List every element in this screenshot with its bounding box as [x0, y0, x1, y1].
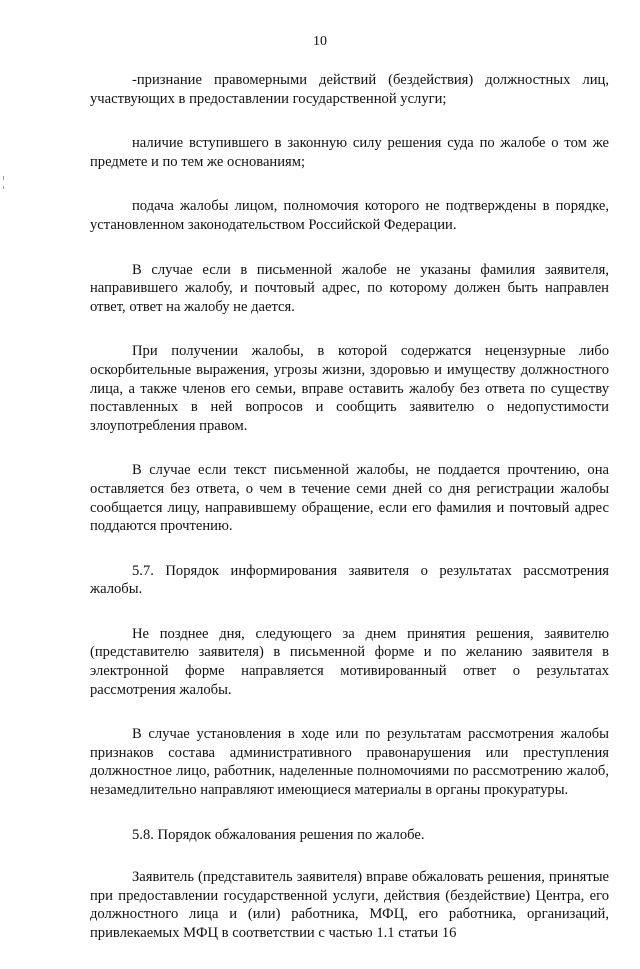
paragraph-prosecution-referral: В случае установления в ходе или по результатам рассмотрения жалобы признаков состава административного правонарушения или преступления должностное лицо, работник, наделенные полномочиями по рассмотрению жалоб, незамедлительно направляют имеющиеся материалы в органы прокуратуры.: [90, 726, 609, 799]
scan-artifact-mark: [3, 176, 4, 180]
paragraph-court-decision: наличие вступившего в законную силу решения суда по жалобе о том же предмете и по тем же основаниям;: [90, 135, 609, 170]
paragraph-obscene-complaint: При получении жалобы, в которой содержатся нецензурные либо оскорбительные выражения, угрозы жизни, здоровью и имуществу должностного лица, а также членов его семьи, вправе оставить жалобу без ответа по существу поставленных в ней вопросов и сообщить заявителю о недопустимости злоупотребления правом.: [90, 343, 609, 434]
page-number: 10: [313, 34, 327, 49]
document-body: [90, 71, 609, 969]
paragraph-response-deadline: Не позднее дня, следующего за днем принятия решения, заявителю (представителю заявителя) в письменной форме и по желанию заявителя в электронной форме направляется мотивированный ответ о результатах рассмотрения жалобы.: [90, 625, 609, 698]
section-heading-5-7: 5.7. Порядок информирования заявителя о результатах рассмотрения жалобы.: [90, 562, 609, 598]
paragraph-recognition-lawful: -признание правомерными действий (бездействия) должностных лиц, участвующих в предоставлении государственной услуги;: [90, 72, 609, 107]
scan-artifact-mark: [3, 186, 4, 189]
paragraph-unauthorized-filing: подача жалобы лицом, полномочия которого не подтверждены в порядке, установленном законодательством Российской Федерации.: [90, 198, 609, 233]
paragraph-appeal-right: Заявитель (представитель заявителя) вправе обжаловать решения, принятые при предоставлении государственной услуги, действия (бездействие) Центра, его должностного лица и (или) работника, МФЦ, его работника, организаций, привлекаемых МФЦ в соответствии с частью 1.1 статьи 16: [90, 869, 609, 941]
paragraph-unreadable-complaint: В случае если текст письменной жалобы, не поддается прочтению, она оставляется без ответа, о чем в течение семи дней со дня регистрации жалобы сообщается лицу, направившему обращение, если его фамилия и почтовый адрес поддаются прочтению.: [90, 462, 609, 535]
paragraph-missing-applicant-data: В случае если в письменной жалобе не указаны фамилия заявителя, направившего жалобу, и почтовый адрес, по которому должен быть направлен ответ, ответ на жалобу не дается.: [90, 261, 609, 315]
section-heading-5-8: 5.8. Порядок обжалования решения по жалобе.: [132, 826, 425, 843]
